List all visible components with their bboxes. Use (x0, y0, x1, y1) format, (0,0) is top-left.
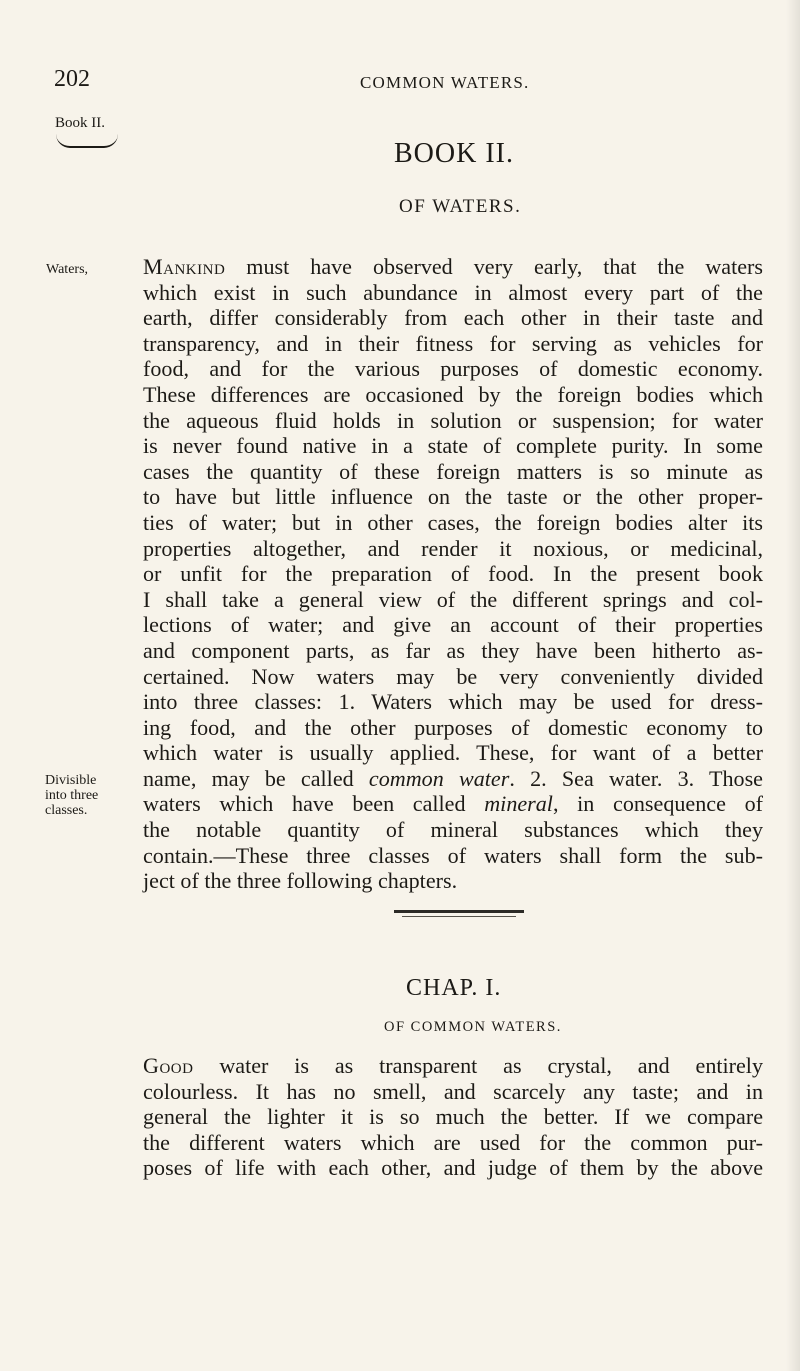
text-line: the different waters which are used for the common pur- (143, 1129, 763, 1155)
text-line: ing food, and the other purposes of domestic economy to (143, 714, 763, 740)
margin-note-waters: Waters, (46, 262, 89, 277)
chapter-paragraph (143, 1053, 763, 1181)
margin-book-label: Book II. (55, 115, 105, 131)
text-line: into three classes: 1. Waters which may be used for dress- (143, 689, 763, 715)
text-line: lections of water; and give an account of their properties (143, 612, 763, 638)
emphasis: mineral (484, 791, 553, 817)
emphasis: common water (368, 765, 510, 791)
text-line: to have but little influence on the taste or the other proper- (143, 484, 763, 510)
text-line: earth, differ considerably from each other in their taste and (143, 305, 763, 331)
text-line: Mankind must have observed very early, that the waters (143, 254, 763, 279)
drop-word: Mankind (143, 254, 226, 279)
text-line: ties of water; but in other cases, the foreign bodies alter its (143, 509, 763, 535)
text-line: waters which have been called mineral, in consequence of (143, 791, 763, 817)
text-line: general the lighter it is so much the better. If we compare (143, 1104, 763, 1130)
running-head: COMMON WATERS. (360, 73, 530, 92)
text-line: name, may be called common water. 2. Sea water. 3. Those (143, 765, 763, 791)
section-divider (394, 910, 524, 913)
margin-note-divisible: Divisible into three classes. (45, 773, 99, 818)
text-line: ject of the three following chapters. (143, 868, 458, 894)
text-line: the notable quantity of mineral substances which they (143, 817, 763, 843)
text-line: certained. Now waters may be very conveniently divided (143, 663, 763, 689)
text-line: and component parts, as far as they have been hitherto as- (143, 637, 763, 663)
text-line: These differences are occasioned by the foreign bodies which (143, 381, 763, 407)
section-title: OF WATERS. (399, 196, 522, 217)
text-line: contain.—These three classes of waters shall form the sub- (143, 842, 763, 868)
text-line: properties altogether, and render it noxious, or medicinal, (143, 535, 763, 561)
text-line: poses of life with each other, and judge of them by the above (143, 1155, 763, 1181)
book-heading: BOOK II. (394, 138, 514, 169)
text-line: is never found native in a state of complete purity. In some (143, 433, 763, 459)
text-line: which exist in such abundance in almost every part of the (143, 279, 763, 305)
text-line: I shall take a general view of the different springs and col- (143, 586, 763, 612)
text-line: Good water is as transparent as crystal, and entirely (143, 1053, 763, 1078)
page-edge-shadow (786, 0, 800, 1371)
brace-ornament (56, 134, 118, 148)
intro-paragraph (143, 254, 763, 894)
text-line: food, and for the various purposes of domestic economy. (143, 356, 763, 382)
text-line: or unfit for the preparation of food. In the present book (143, 561, 763, 587)
text-line: colourless. It has no smell, and scarcely any taste; and in (143, 1078, 763, 1104)
chapter-title: CHAP. I. (406, 975, 502, 1001)
chapter-subtitle: OF COMMON WATERS. (384, 1019, 562, 1035)
drop-word: Good (143, 1053, 194, 1078)
text-line: the aqueous fluid holds in solution or suspension; for water (143, 407, 763, 433)
page-number: 202 (54, 66, 90, 92)
text-line: transparency, and in their fitness for serving as vehicles for (143, 330, 763, 356)
text-line: cases the quantity of these foreign matters is so minute as (143, 458, 763, 484)
text-line: which water is usually applied. These, for want of a better (143, 740, 763, 766)
